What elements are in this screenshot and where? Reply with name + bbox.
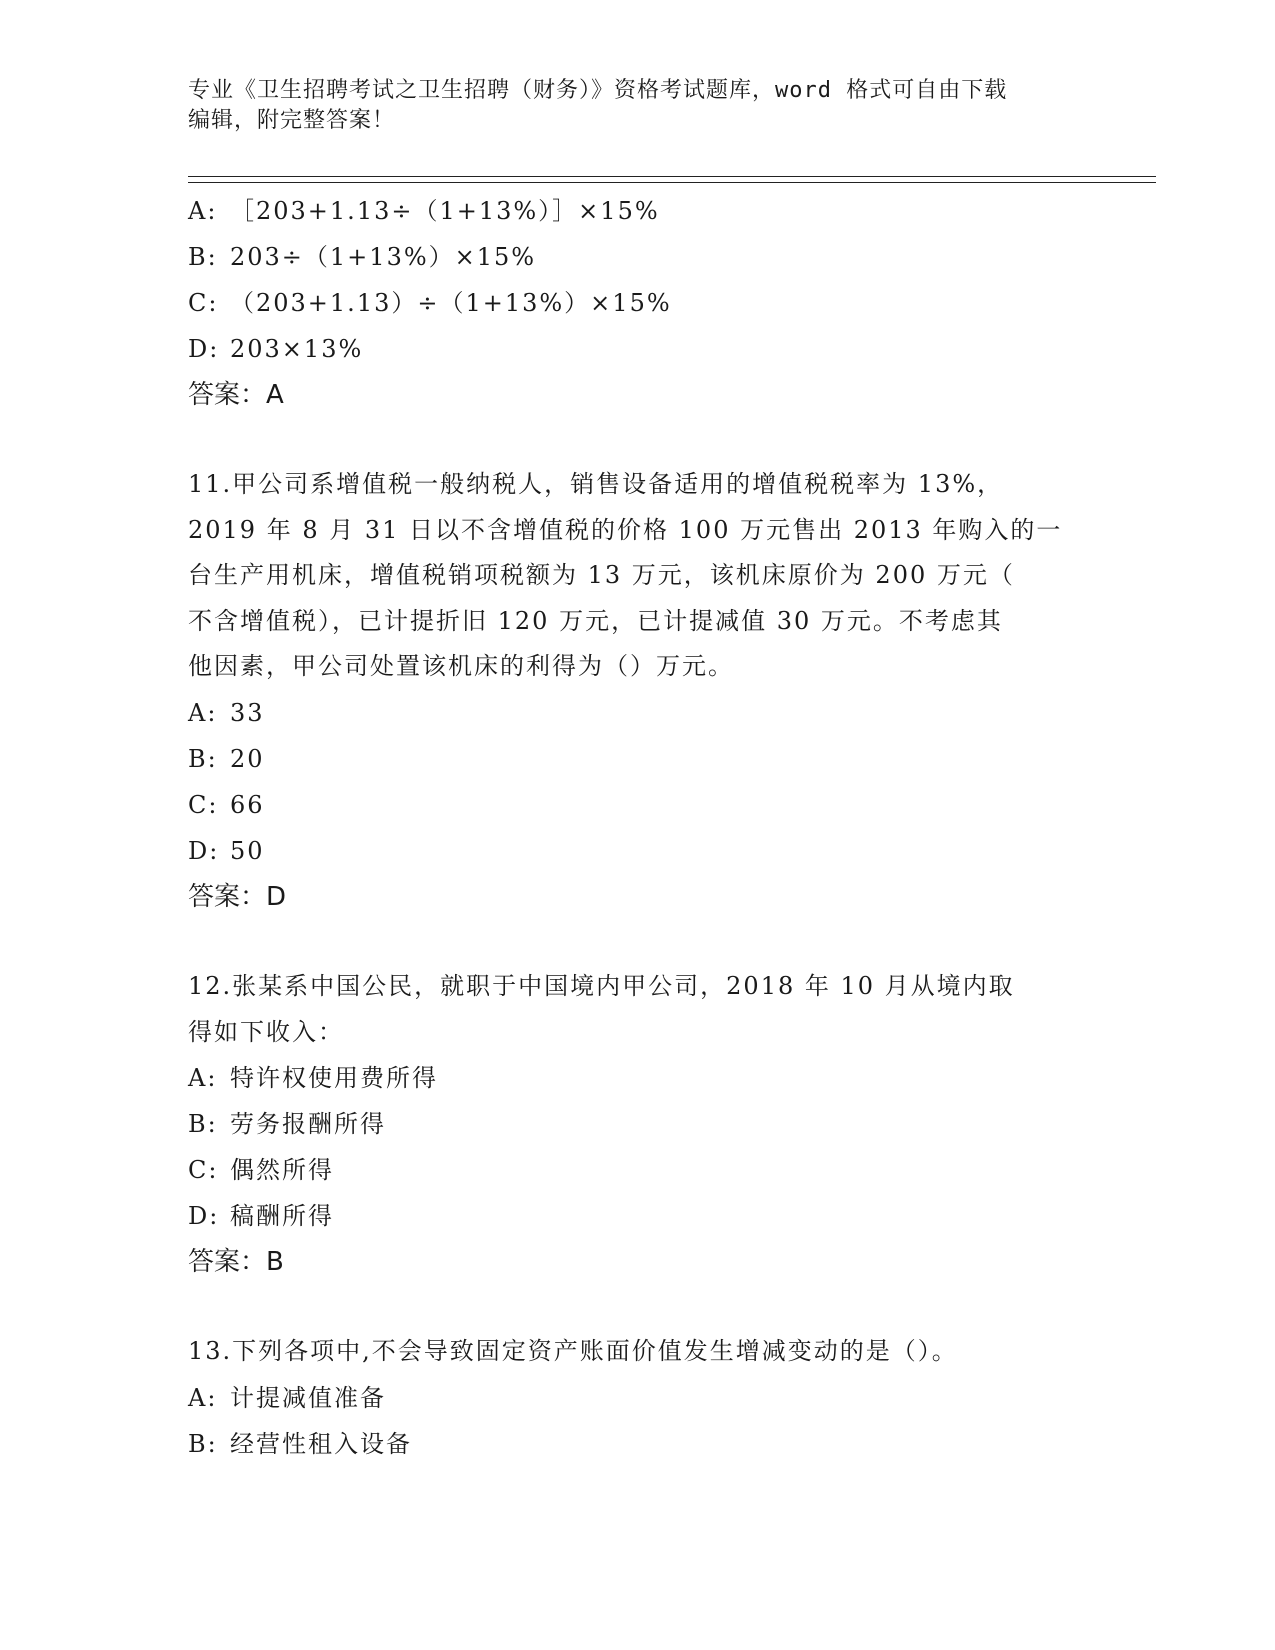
option-key: C: bbox=[188, 790, 219, 819]
option-key: B: bbox=[188, 243, 218, 271]
option-c bbox=[188, 280, 1088, 326]
option-text: 50 bbox=[230, 836, 265, 865]
option-text: 劳务报酬所得 bbox=[230, 1110, 386, 1139]
option-text: 203÷（1+13%）×15% bbox=[230, 243, 537, 271]
option-key: B: bbox=[188, 1110, 218, 1139]
option-text: 66 bbox=[230, 790, 265, 819]
question-line: 得如下收入： bbox=[188, 1017, 344, 1046]
option-key: A: bbox=[188, 197, 218, 225]
question-10-continued bbox=[188, 188, 1088, 418]
option-a bbox=[188, 1055, 1088, 1101]
question-text bbox=[188, 964, 1088, 1055]
header-line-2: 编辑，附完整答案！ bbox=[188, 108, 396, 133]
option-b bbox=[188, 1421, 1088, 1467]
question-line: 13.下列各项中,不会导致固定资产账面价值发生增减变动的是（）。 bbox=[188, 1337, 958, 1366]
option-text: 特许权使用费所得 bbox=[230, 1064, 438, 1093]
question-text bbox=[188, 1329, 1088, 1375]
option-text: 203×13% bbox=[230, 335, 364, 363]
option-key: B: bbox=[188, 744, 218, 773]
option-key: B: bbox=[188, 1429, 218, 1458]
question-13 bbox=[188, 1329, 1088, 1467]
option-text: （203+1.13）÷（1+13%）×15% bbox=[230, 289, 672, 317]
answer: 答案：B bbox=[188, 1247, 284, 1278]
question-line: 12.张某系中国公民，就职于中国境内甲公司，2018 年 10 月从境内取 bbox=[188, 971, 1015, 1000]
option-text: 经营性租入设备 bbox=[230, 1429, 412, 1458]
option-key: C: bbox=[188, 1156, 219, 1185]
question-line: 不含增值税），已计提折旧 120 万元，已计提减值 30 万元。不考虑其 bbox=[188, 606, 1003, 635]
option-key: D: bbox=[188, 1202, 220, 1231]
option-d bbox=[188, 828, 1088, 874]
option-b bbox=[188, 1101, 1088, 1147]
option-c bbox=[188, 1147, 1088, 1193]
option-key: D: bbox=[188, 335, 220, 363]
document-header bbox=[188, 76, 1088, 136]
option-text: 33 bbox=[230, 698, 265, 727]
option-key: A: bbox=[188, 698, 218, 727]
option-a bbox=[188, 1375, 1088, 1421]
option-d bbox=[188, 326, 1088, 372]
option-text: ［203+1.13÷（1+13%）］×15% bbox=[230, 197, 660, 225]
option-a bbox=[188, 690, 1088, 736]
header-divider-top bbox=[188, 176, 1156, 177]
option-key: A: bbox=[188, 1064, 218, 1093]
option-key: A: bbox=[188, 1383, 218, 1412]
option-c bbox=[188, 782, 1088, 828]
option-text: 稿酬所得 bbox=[230, 1202, 334, 1231]
header-divider-bottom bbox=[188, 182, 1156, 183]
option-key: C: bbox=[188, 289, 219, 317]
question-12 bbox=[188, 964, 1088, 1285]
question-line: 11.甲公司系增值税一般纳税人，销售设备适用的增值税税率为 13%， bbox=[188, 470, 1004, 498]
option-b bbox=[188, 234, 1088, 280]
question-line: 2019 年 8 月 31 日以不含增值税的价格 100 万元售出 2013 年购入的一 bbox=[188, 515, 1063, 544]
option-text: 计提减值准备 bbox=[230, 1383, 386, 1412]
answer: 答案：D bbox=[188, 881, 287, 912]
header-line-1: 专业《卫生招聘考试之卫生招聘（财务）》资格考试题库，word 格式可自由下载 bbox=[188, 78, 1008, 103]
answer: 答案：A bbox=[188, 380, 284, 410]
option-key: D: bbox=[188, 836, 220, 865]
question-line: 台生产用机床，增值税销项税额为 13 万元，该机床原价为 200 万元（ bbox=[188, 561, 1015, 590]
question-11 bbox=[188, 462, 1088, 920]
option-text: 偶然所得 bbox=[230, 1156, 334, 1185]
option-text: 20 bbox=[230, 744, 265, 773]
question-list bbox=[188, 188, 1088, 1467]
question-text bbox=[188, 462, 1088, 690]
question-line: 他因素，甲公司处置该机床的利得为（）万元。 bbox=[188, 652, 734, 681]
option-b bbox=[188, 736, 1088, 782]
option-a bbox=[188, 188, 1088, 234]
option-d bbox=[188, 1193, 1088, 1239]
